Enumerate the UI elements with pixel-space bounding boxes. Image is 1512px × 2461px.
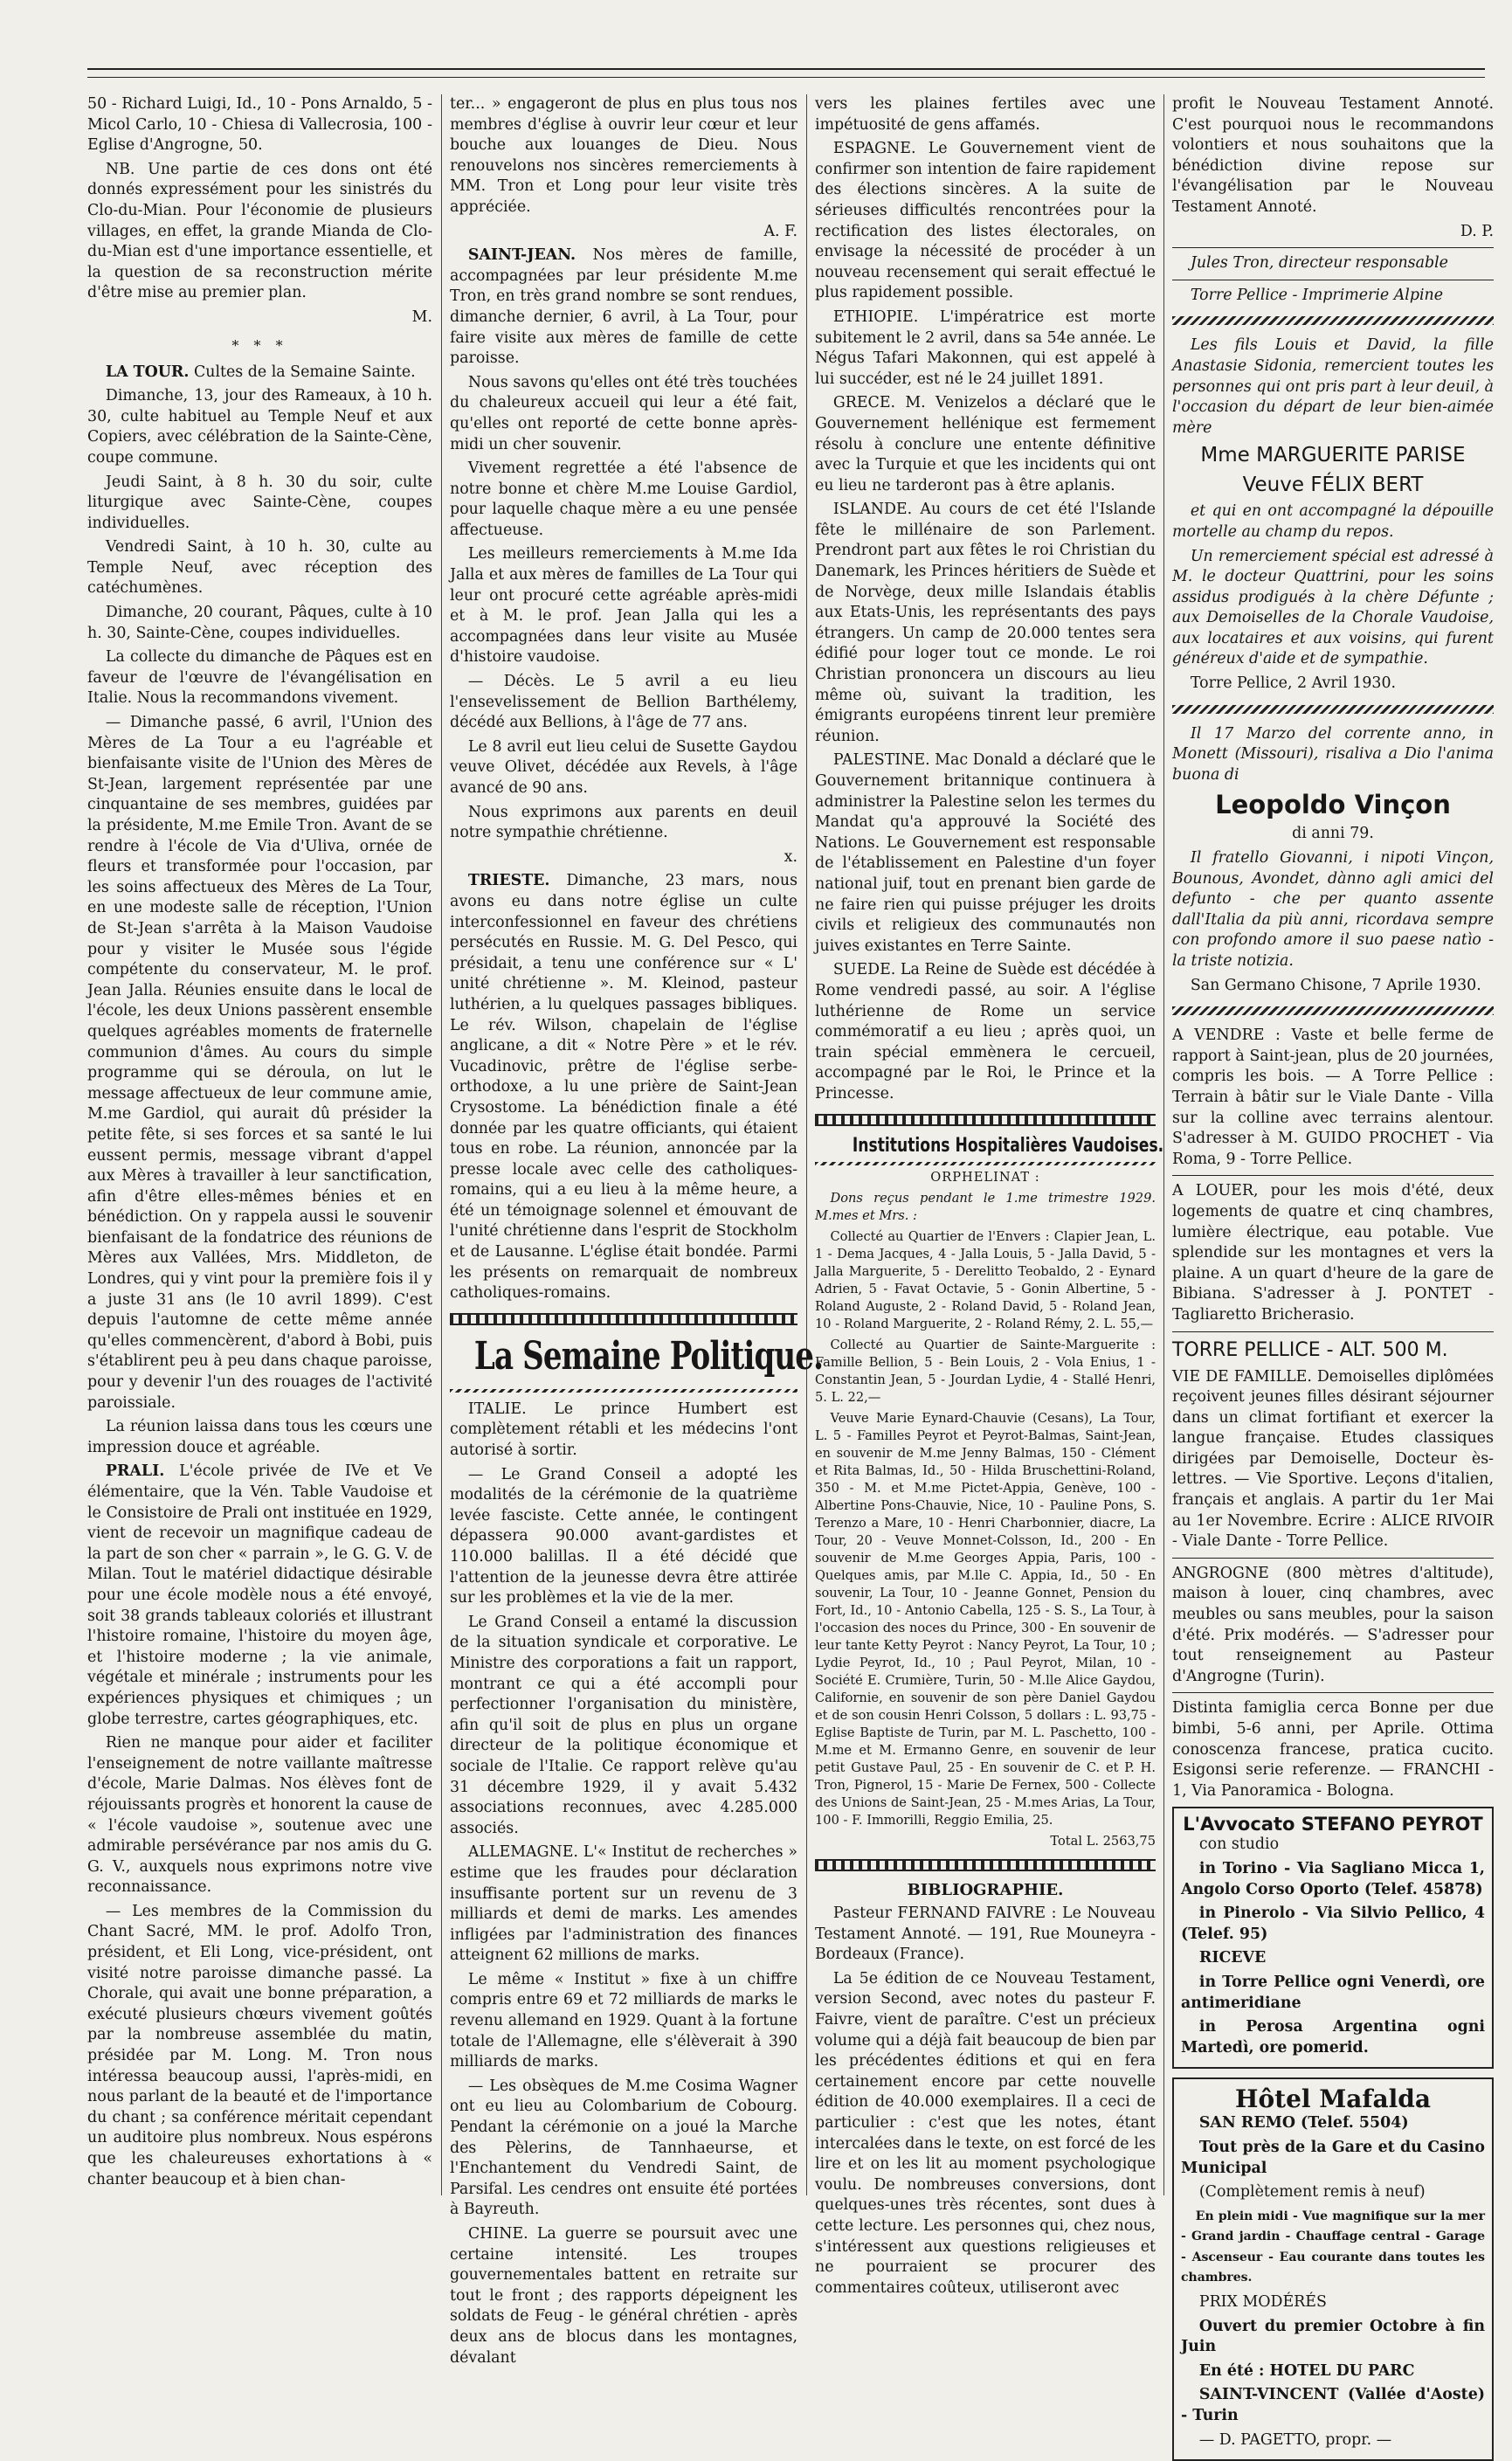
paragraph: Rien ne manque pour aider et faciliter l'enseignement de notre vaillante maîtresse d'école, Marie Dalmas. Nos élèves font de réjouissants progrès et honorent la cause de « l'école vaudoise », soutenue avec une admirable persévérance par nos amis du G. G. V., auxquels nous exprimons notre vive reconnaissance. (87, 1734, 432, 1897)
ornamental-rule (815, 1114, 1156, 1126)
paragraph: Pasteur FERNAND FAIVRE : Le Nouveau Testament Annoté. — 191, Rue Mouneyra - Bordeaux (France). (815, 1905, 1156, 1964)
paragraph: Le Grand Conseil a entamé la discussion de la situation syndicale et corporative. Le Ministre des corporations a fait un rapport, montrant ce qui a été accompli pour perfectionner l'organisation du ministère, afin qu'il soit de plus en plus un organe directeur de la politique économique et sociale de l'Italie. Ce rapport relève qu'au 31 décembre 1929, il y avait 5.432 associations reconnues, avec 4.285.000 associés. (450, 1613, 797, 1837)
paragraph: vers les plaines fertiles avec une impétuosité de gens affamés. (815, 95, 1156, 134)
ad-heading: L'Avvocato STEFANO PEYROT (1183, 1814, 1483, 1835)
imprint: Jules Tron, directeur responsable (1190, 254, 1448, 273)
divider (1172, 247, 1494, 248)
divider (1172, 1331, 1494, 1332)
paragraph: GRECE. M. Venizelos a déclaré que le Gouvernement hellénique est fermement résolu à conclure une entente définitive avec la Turquie et que les incidents qui ont eu lieu ne tarderont pas à être aplanis. (815, 394, 1156, 494)
paragraph: ITALIE. Le prince Humbert est complètement rétabli et les médecins l'ont autorisé à sortir. (450, 1400, 797, 1460)
place-heading: LA TOUR. (105, 363, 190, 381)
ornamental-rule (450, 1389, 797, 1393)
deceased-name: Veuve FÉLIX BERT (1242, 474, 1424, 497)
paragraph: Nous savons qu'elles ont été très touchées du chaleureux accueil qui leur a été fait, qu'elles ont reporté de cette bonne après-midi un cher souvenir. (450, 373, 797, 453)
paragraph: La collecte du dimanche de Pâques est en faveur de l'œuvre de l'évangélisation en Italie. Nous la recommandons vivement. (87, 648, 432, 708)
notice-date: Torre Pellice, 2 Avril 1930. (1190, 674, 1397, 693)
ornamental-rule (450, 1313, 797, 1325)
donation-list: Veuve Marie Eynard-Chauvie (Cesans), La Tour, L. 5 - Familles Peyrot et Peyrot-Balmas, Saint-Jean, en souvenir de M.me Jenny Balmas, 150 - Clément et Rita Balmas, Id., 50 - Hilda Bruschettini-Roland, 350 - M. et M.me Pictet-Appia, Genève, 100 - Albertine Pons-Chauvie, Nice, 10 - Pauline Pons, S. Terenzo a Mare, 10 - Henri Charbonnier, diacre, La Tour, 20 - Veuve Monnet-Colsson, Id., 200 - En souvenir de M.me Georges Appia, Paris, 100 - Quelques amis, par M.lle C. Appia, Id., 50 - En souvenir, La Tour, 10 - Jeanne Gonnet, Pension du Fort, Id., 10 - Antonio Cabella, 125 - S. S., La Tour, à l'occasion des noces du Prince, 300 - En souvenir de leur tante Ketty Peyrot : Nancy Peyrot, La Tour, 10 ; Lydie Peyrot, Id., 10 ; Paul Peyrot, Milan, 10 - Société E. Crumière, Turin, 50 - M.lle Alice Gaydou, Californie, en souvenir de son père Daniel Gaydou et de son cousin Henri Colsson, 5 dollars : L. 93,75 - Eglise Baptiste de Turin, par M. L. Paschetto, 100 - M.me et M. Ermanno Genre, en souvenir de leur petit Gustave Paul, 25 - En souvenir de C. et P. H. Tron, Pignerol, 15 - Marie De Fernex, 500 - Collecte des Unions de Saint-Jean, 25 - M.mes Arias, La Tour, 100 - F. Immorilli, Reggio Emilia, 25. (815, 1410, 1156, 1828)
paragraph: — Les membres de la Commission du Chant Sacré, MM. le prof. Adolfo Tron, président, et Eli Long, vice-président, ont visité notre paroisse dimanche passé. La Chorale, qui avait une bonne préparation, a exécuté plusieurs chœurs vivement goûtés par la nombreuse assemblée du matin, présidée par M. Long. M. Tron nous intéressa beaucoup aussi, l'après-midi, en nous parlant de la beauté et de l'importance du chant ; sa conférence méritait cependant un auditoire plus nombreux. Nous espérons que les chaleureuses exhortations à « chanter beaucoup et à bien chan- (87, 1902, 432, 2188)
paragraph: Dimanche, 20 courant, Pâques, culte à 10 h. 30, Sainte-Cène, coupes individuelles. (87, 604, 432, 642)
ad-line: Tout près de la Gare et du Casino Municipal (1181, 2138, 1485, 2177)
lawyer-ad (1172, 1807, 1494, 2069)
ad-line: in Perosa Argentina ogni Martedì, ore pomerid. (1181, 2018, 1485, 2057)
paragraph: Les meilleurs remerciements à M.me Ida Jalla et aux mères de familles de La Tour qui leur ont procuré cette agréable après-midi et à M. le prof. Jean Jalla qui les a accompagnées dans leur visite au Musée d'histoire vaudoise. (450, 545, 797, 667)
top-rule (87, 68, 1485, 70)
paragraph: Nous exprimons aux parents en deuil notre sympathie chrétienne. (450, 803, 797, 842)
paragraph: La 5e édition de ce Nouveau Testament, version Second, avec notes du pasteur F. Faivre, vient de paraître. C'est un précieux volume qui a déjà fait beaucoup de bien par les précédentes éditions et qui en fera certainement encore par cette nouvelle édition de 40.000 exemplaires. Il a ceci de particulier : c'est que les notes, étant intercalées dans le texte, on est forcé de les lire et on les lit au moment psychologique voulu. De nombreuses conversions, dont quelques-unes très récentes, sont dues à cette lecture. Les personnes qui, chez nous, s'intéressent aux questions religieuses et ne pourraient se procurer des commentaires coûteux, utiliseront avec (815, 1969, 1156, 2297)
ad-line: in Torre Pellice ogni Venerdì, ore antimeridiane (1181, 1973, 1485, 2012)
signature: A. F. (763, 222, 797, 240)
article-trieste: TRIESTE. Dimanche, 23 mars, nous avons eu dans notre église un culte interconfessionnel en faveur des chrétiens persécutés en Russie. M. G. Del Pesco, qui présidait, a tenu une conférence sur « L' unité chrétienne ». M. Kleinod, pasteur luthérien, a lu quelques passages bibliques. Le rév. Wilson, chapelain de l'église anglicane, a dit « Notre Père » et le rév. Vucadinovic, prêtre de l'église serbe-orthodoxe, a lu une prière de Saint-Jean Crysostome. La bénédiction finale a été donnée par les quatre officiants, qui étaient tous en robe. La réunion, annoncée par la presse locale avec celle des catholiques-romains, qui a eu lieu à la même heure, a été un témoignage solennel et émouvant de l'unité chrétienne dans l'esprit de Stockholm et de Lausanne. L'église était bondée. Parmi les présents on remarquait de nombreux catholiques-romains. (450, 872, 797, 1303)
section-title: La Semaine Politique. (473, 1333, 824, 1379)
paragraph: Le même « Institut » fixe à un chiffre compris entre 69 et 72 milliards de marks le revenu allemand en 1929. Quant à la fortune totale de l'Allemagne, elle s'élèverait à 390 milliards de marks. (450, 1970, 797, 2071)
paragraph: ESPAGNE. Le Gouvernement vient de confirmer son intention de faire rapidement des élections sincères. A la suite de sérieuses difficultés rencontrées pour la rectification des listes électorales, on envisage la nécessité de procéder à un nouveau recensement qui serait effectué le plus rapidement possible. (815, 140, 1156, 302)
ad-heading: Hôtel Mafalda (1235, 2084, 1431, 2114)
paragraph: Vendredi Saint, à 10 h. 30, culte au Temple Neuf, avec réception des catéchumènes. (87, 538, 432, 598)
notice-text: et qui en ont accompagné la dépouille mortelle au champ du repos. (1172, 502, 1494, 541)
ad-line: RICEVE (1198, 1949, 1267, 1967)
ad-line: in Torino - Via Sagliano Micca 1, Angolo Corso Oporto (Telef. 45878) (1181, 1859, 1485, 1898)
ad-line: PRIX MODÉRÉS (1198, 2293, 1327, 2312)
ad-line: En été : HOTEL DU PARC (1198, 2361, 1415, 2380)
paragraph: — Dimanche passé, 6 avril, l'Union des Mères de La Tour a eu l'agréable et bienfaisante visite de l'Union des Mères de St-Jean, largement représentée par une cinquantaine de ses membres, guidées par la présidente, M.me Emile Tron. Avant de se rendre à l'école de Via d'Uliva, ornée de fleurs et transformée pour l'occasion, par les soins affectueux des Mères de La Tour, en une modeste salle de réception, l'Union de St-Jean s'arrêta à la Maison Vaudoise pour y visiter le Musée sous l'égide compétente du conservateur, M. le prof. Jean Jalla. Réunies ensuite dans le local de l'école, les deux Unions passèrent ensemble quelques agréables moments de fraternelle communion d'âmes. Au cours du simple programme qui se déroula, on lut le message affectueux de leur commune amie, M.me Gardiol, qui aurait dû présider la petite fête, si ses forces et sa santé le lui eussent permis, message vibrant d'appel aux Mères à travailler à leur sanctification, afin d'être elles-mêmes bénies et en bénédiction. On y rappela aussi le souvenir bienfaisant de la fondatrice des réunions de Mères aux Vallées, Mrs. Middleton, de Londres, qui y vint pour la première fois il y a juste 31 ans (le 10 avril 1899). C'est depuis l'automne de cette même année qu'elles commencèrent, d'abord à Bobi, puis s'établirent peu à peu dans chaque paroisse, pour y devenir l'un des rouages de l'activité paroissiale. (87, 714, 432, 1412)
paragraph: ALLEMAGNE. L'« Institut de recherches » estime que les fraudes pour déclaration insuffisante portent sur un revenu de 3 milliards et demi de marks. Les amendes infligées par l'administration des finances atteignent 62 millions de marks. (450, 1843, 797, 1965)
classified-ad: VIE DE FAMILLE. Demoiselles diplômées reçoivent jeunes filles désirant séjourner dans un climat fortifiant et exercer la langue française. Etudes classiques dirigées par Demoiselle, Docteur ès-lettres. — Vie Sportive. Leçons d'italien, français et anglais. A partir du 1er Mai au 1er Novembre. Ecrire : ALICE RIVOIR - Viale Dante - Torre Pellice. (1172, 1367, 1494, 1551)
column-1 (87, 94, 432, 2202)
article-prali: PRALI. L'école privée de IVe et Ve élémentaire, que la Vén. Table Vaudoise et le Consistoire de Prali ont instituée en 1929, vient de recevoir un magnifique cadeau de la part de son cher « parrain », le G. G. V. de Milan. Tout le matériel didactique désirable pour une école modèle nous a été envoyé, soit 38 grands tableaux coloriés et illustrant l'histoire romaine, l'histoire du moyen âge, et l'histoire moderne ; la vie animale, végétale et minérale ; instruments pour les expériences physiques et chimiques ; un globe terrestre, cartes géographiques, etc. (87, 1462, 432, 1728)
paragraph: ter... » engageront de plus en plus tous nos membres d'église à ouvrir leur cœur et leur bouche aux louanges de Dieu. Nous renouvelons nos sincères remerciements à MM. Tron et Long pour leur visite très appréciée. (450, 95, 797, 216)
column-3 (815, 94, 1164, 2297)
divider (1172, 1558, 1494, 1559)
signature: D. P. (1460, 222, 1494, 240)
ad-line: Ouvert du premier Octobre à fin Juin (1181, 2317, 1485, 2356)
subheading: ORPHELINAT : (930, 1169, 1040, 1185)
paragraph: ETHIOPIE. L'impératrice est morte subitement le 2 avril, dans sa 54e année. Le Négus Tafari Makonnen, qui est appelé à lui succéder, est né le 24 juillet 1891. (815, 308, 1156, 388)
total: Total L. 2563,75 (1050, 1833, 1156, 1849)
paragraph: Dons reçus pendant le 1.me trimestre 1929. M.mes et Mrs. : (815, 1190, 1156, 1223)
top-rule-thin (87, 77, 1485, 78)
classified-ad: A VENDRE : Vaste et belle ferme de rapport à Saint-jean, plus de 20 journées, compris les bois. — A Torre Pellice : Terrain à bâtir sur le Viale Dante - Villa sur la colline avec terrains alentour. S'adresser à M. GUIDO PROCHET - Via Roma, 9 - Torre Pellice. (1172, 1027, 1494, 1168)
paragraph: CHINE. La guerre se poursuit avec une certaine intensité. Les troupes gouvernementales battent en retraite sur tout le front ; des rapports dépeignent les soldats de Feug - le général chrétien - après deux ans de blocus dans les montagnes, dévalant (450, 2225, 797, 2367)
notice-text: Les fils Louis et David, la fille Anastasie Sidonia, remercient toutes les personnes qui ont pris part à leur deuil, à l'occasion du départ de leur bien-aimée mère (1172, 336, 1494, 437)
section-title: BIBLIOGRAPHIE. (907, 1880, 1064, 1899)
imprint: Torre Pellice - Imprimerie Alpine (1190, 286, 1444, 304)
separator-stars: * * * (231, 336, 288, 354)
notice-text: Il 17 Marzo del corrente anno, in Monett (Missouri), risaliva a Dio l'anima buona di (1172, 724, 1494, 784)
signature: x. (784, 847, 797, 866)
ornamental-rule (815, 1859, 1156, 1871)
notice-text: Un remerciement spécial est adressé à M. le docteur Quattrini, pour les soins assidus prodigués à la chère Défunte ; aux Demoiselles de la Chorale Vaudoise, aux locataires et aux voisins, qui furent généreux d'aide et de sympathie. (1172, 547, 1494, 668)
ad-line: (Complètement remis à neuf) (1198, 2183, 1426, 2202)
place-heading: TRIESTE. (467, 872, 550, 890)
ad-line: con studio (1198, 1835, 1280, 1854)
donation-list: Collecté au Quartier de l'Envers : Clapier Jean, L. 1 - Dema Jacques, 4 - Jalla Louis, 5 - Jalla David, 5 - Jalla Marguerite, 5 - Derelitto Teobaldo, 2 - Eynard Adrien, 5 - Favat Octavie, 5 - Gonin Albertine, 5 - Roland Auguste, 2 - Roland David, 5 - Roland Jean, 10 - Roland Marguerite, 2 - Roland Rémy, 2. L. 55,— (815, 1228, 1156, 1331)
ad-line: in Pinerolo - Via Silvio Pellico, 4 (Telef. 95) (1181, 1905, 1485, 1943)
column-2 (450, 94, 824, 2367)
ornamental-rule (1172, 1006, 1494, 1015)
notice-text: Il fratello Giovanni, i nipoti Vinçon, Bounous, Avondet, dànno agli amici del defunto - che per quanto assente dall'Italia da più anni, ricordava sempre con profondo amore il suo paese natìo - la triste notizia. (1172, 849, 1494, 970)
deceased-name: Mme MARGUERITE PARISE (1200, 444, 1466, 467)
paragraph: — Le Grand Conseil a adopté les modalités de la cérémonie de la quatrième levée fasciste. Cette année, le contingent dépassera 90.000 avant-gardistes et 110.000 balillas. Il a été décidé que l'attention de la jeunesse devra être attirée sur les problèmes et la vie de la mer. (450, 1465, 797, 1607)
paragraph: SUEDE. La Reine de Suède est décédée à Rome vendredi passé, au soir. A l'église luthérienne de Rome un service commémoratif a eu lieu ; après quoi, un train spécial emmènera le cercueil, accompagné par le Roi, le Prince et la Princesse. (815, 961, 1156, 1103)
ornamental-rule (1172, 705, 1494, 714)
paragraph: — Les obsèques de M.me Cosima Wagner ont eu lieu au Colombarium de Cobourg. Pendant la cérémonie on a joué la Marche des Pèlerins, de Tannhaeurse, et l'Enchantement du Vendredi Saint, de Parsifal. Les cendres ont ensuite été portées à Bayreuth. (450, 2077, 797, 2219)
paragraph: — Décès. Le 5 avril a eu lieu l'ensevelissement de Bellion Barthélemy, décédé aux Bellions, à l'âge de 77 ans. (450, 673, 797, 732)
notice-date: San Germano Chisone, 7 Aprile 1930. (1190, 976, 1481, 994)
deceased-name: Leopoldo Vinçon (1215, 790, 1451, 820)
column-divider (806, 94, 807, 2195)
paragraph: profit le Nouveau Testament Annoté. C'est pourquoi nous le recommandons volontiers et nous souhaitons que la bénédiction divine repose sur l'évangélisation par le Nouveau Testament Annoté. (1172, 95, 1494, 216)
ad-line: SAN REMO (Telef. 5504) (1198, 2114, 1409, 2133)
place-heading: SAINT-JEAN. (467, 246, 576, 265)
article-saint-jean: SAINT-JEAN. Nos mères de famille, accompagnées par leur présidente M.me Tron, en très grand nombre se sont rendues, dimanche dernier, 6 avril, à La Tour, pour faire visite aux mères de famille de cette paroisse. (450, 246, 797, 368)
ad-line: — D. PAGETTO, propr. — (1198, 2430, 1392, 2449)
column-divider (441, 94, 442, 2195)
ornamental-rule (815, 1162, 1156, 1165)
article-latour: LA TOUR. Cultes de la Semaine Sainte. (105, 363, 416, 381)
classified-ad: ANGROGNE (800 mètres d'altitude), maison à louer, cinq chambres, avec meubles ou sans meubles, pour la saison d'été. Prix modérés. — S'adresser pour tout renseignement au Pasteur d'Angrogne (Turin). (1172, 1564, 1494, 1685)
column-4 (1172, 94, 1494, 2449)
paragraph: NB. Une partie de ces dons ont été donnés expressément pour les sinistrés du Clo-du-Mian. Pour l'économie de plusieurs villages, en effet, la grande Mianda de Clo-du-Mian est d'une importance essentielle, et la question de sa reconstruction mérite d'être mise au premier plan. (87, 160, 432, 302)
paragraph: PALESTINE. Mac Donald a déclaré que le Gouvernement britannique continuera à administrer la Palestine selon les termes du Mandat qu'a approuvé la Société des Nations. Le Gouvernement est responsable de l'établissement en Palestine d'un foyer national juif, tout en prenant bien garde de ne faire rien qui puisse préjuger les droits civils et religieux des communautés non juives existantes en Terre Sainte. (815, 751, 1156, 955)
paragraph: La réunion laissa dans tous les cœurs une impression douce et agréable. (87, 1418, 432, 1456)
ornamental-rule (1172, 316, 1494, 325)
paragraph: Vivement regrettée a été l'absence de notre bonne et chère M.me Louise Gardiol, pour laquelle chaque mère a eu une pensée affectueuse. (450, 460, 797, 539)
divider (1172, 1175, 1494, 1176)
section-title: Institutions Hospitalières Vaudoises. (852, 1134, 1164, 1157)
ad-line: En plein midi - Vue magnifique sur la mer - Grand jardin - Chauffage central - Garage - Ascenseur - Eau courante dans toutes les chambres. (1181, 2209, 1485, 2285)
hotel-ad (1172, 2077, 1494, 2461)
paragraph: Jeudi Saint, à 8 h. 30 du soir, culte liturgique avec Sainte-Cène, coupes individuelles. (87, 473, 432, 532)
paragraph: Le 8 avril eut lieu celui de Susette Gaydou veuve Olivet, décédée aux Revels, à l'âge avancé de 90 ans. (450, 737, 797, 797)
paragraph: Dimanche, 13, jour des Rameaux, à 10 h. 30, culte habituel au Temple Neuf et aux Copiers, avec célébration de la Sainte-Cène, coupe commune. (87, 387, 432, 467)
paragraph: ISLANDE. Au cours de cet été l'Islande fête le millénaire de son Parlement. Prendront part aux fêtes le roi Christian du Danemark, les Princes héritiers de Suède et de Norvège, deux mille Islandais établis aux Etats-Unis, les représentants des pays étrangers. Un camp de 20.000 tentes sera édifié pour loger tout ce monde. Le roi Christian prononcera un discours au lieu même où, suivant la tradition, les émigrants européens tinrent leur première réunion. (815, 501, 1156, 745)
signature: M. (411, 308, 432, 326)
divider (1172, 1692, 1494, 1693)
notice-text: di anni 79. (1292, 825, 1374, 843)
ad-line: SAINT-VINCENT (Vallée d'Aoste) - Turin (1181, 2386, 1485, 2425)
classified-ad: A LOUER, pour les mois d'été, deux logements de quatre et cinq chambres, lumière électrique, eau potable. Vue splendide sur les montagnes et vers la plaine. A un quart d'heure de la gare de Bibiana. S'adresser à J. PONTET - Tagliaretto Bricherasio. (1172, 1182, 1494, 1324)
classified-ad: Distinta famiglia cerca Bonne per due bimbi, 5-6 anni, per Aprile. Ottima conoscenza francese, pratica cucito. Esigonsi serie referenze. — FRANCHI - 1, Via Panoramica - Bologna. (1172, 1699, 1494, 1800)
ad-heading: TORRE PELLICE - ALT. 500 M. (1172, 1338, 1448, 1361)
donation-list: 50 - Richard Luigi, Id., 10 - Pons Arnaldo, 5 - Micol Carlo, 10 - Chiesa di Vallecrosia, 100 - Eglise d'Angrogne, 50. (87, 95, 432, 155)
place-heading: PRALI. (105, 1462, 165, 1481)
donation-list: Collecté au Quartier de Sainte-Marguerite : Famille Bellion, 5 - Bein Louis, 2 - Vola Enius, 1 - Constantin Jean, 5 - Jourdan Lydie, 4 - Stallé Henri, 5. L. 22,— (815, 1337, 1156, 1405)
